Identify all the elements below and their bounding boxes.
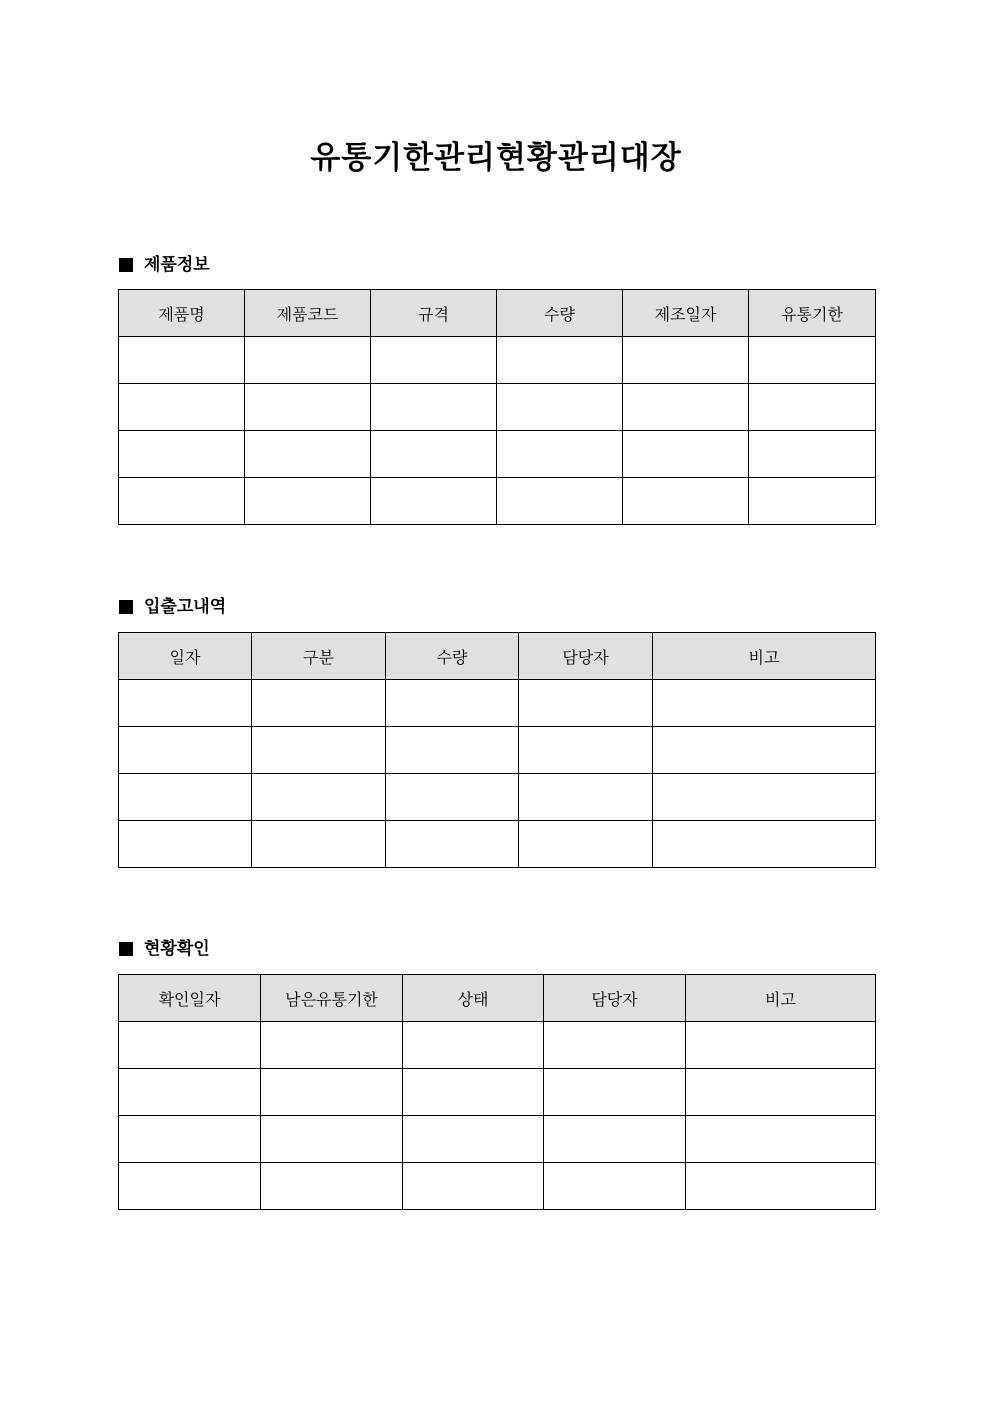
column-header: 규격 bbox=[371, 290, 497, 337]
table-cell[interactable] bbox=[653, 774, 876, 821]
table-cell[interactable] bbox=[252, 727, 386, 774]
table-cell[interactable] bbox=[749, 478, 876, 525]
table-row bbox=[119, 337, 876, 384]
table-cell[interactable] bbox=[261, 1116, 403, 1163]
square-bullet-icon bbox=[119, 600, 133, 614]
column-header: 담당자 bbox=[544, 975, 686, 1022]
table-row bbox=[119, 680, 876, 727]
inout-history-table bbox=[118, 632, 876, 868]
table-cell[interactable] bbox=[749, 384, 876, 431]
square-bullet-icon bbox=[119, 258, 133, 272]
table-cell[interactable] bbox=[371, 431, 497, 478]
table-cell[interactable] bbox=[119, 384, 245, 431]
table-cell[interactable] bbox=[261, 1069, 403, 1116]
table-cell[interactable] bbox=[245, 337, 371, 384]
table-cell[interactable] bbox=[749, 431, 876, 478]
table-cell[interactable] bbox=[623, 384, 749, 431]
section-heading-inout-history bbox=[119, 594, 226, 620]
column-header: 수량 bbox=[497, 290, 623, 337]
table-cell[interactable] bbox=[119, 1163, 261, 1210]
section-heading-label: 제품정보 bbox=[144, 255, 210, 275]
table-cell[interactable] bbox=[519, 774, 653, 821]
table-row bbox=[119, 1022, 876, 1069]
table-cell[interactable] bbox=[623, 337, 749, 384]
column-header: 일자 bbox=[119, 633, 252, 680]
table-cell[interactable] bbox=[371, 478, 497, 525]
table-cell[interactable] bbox=[403, 1069, 544, 1116]
table-cell[interactable] bbox=[261, 1163, 403, 1210]
table-cell[interactable] bbox=[119, 680, 252, 727]
table-cell[interactable] bbox=[245, 431, 371, 478]
table-cell[interactable] bbox=[245, 384, 371, 431]
table-cell[interactable] bbox=[519, 821, 653, 868]
square-bullet-icon bbox=[119, 942, 133, 956]
table-cell[interactable] bbox=[386, 821, 519, 868]
table-cell[interactable] bbox=[686, 1163, 876, 1210]
column-header: 제품코드 bbox=[245, 290, 371, 337]
column-header: 구분 bbox=[252, 633, 386, 680]
column-header: 상태 bbox=[403, 975, 544, 1022]
table-row bbox=[119, 821, 876, 868]
table-header-row bbox=[119, 290, 876, 337]
table-row bbox=[119, 1069, 876, 1116]
table-cell[interactable] bbox=[497, 384, 623, 431]
table-row bbox=[119, 431, 876, 478]
column-header: 남은유통기한 bbox=[261, 975, 403, 1022]
table-cell[interactable] bbox=[252, 821, 386, 868]
table-cell[interactable] bbox=[386, 727, 519, 774]
table-cell[interactable] bbox=[519, 680, 653, 727]
table-header-row bbox=[119, 975, 876, 1022]
section-heading-status-check bbox=[119, 936, 210, 962]
table-cell[interactable] bbox=[403, 1022, 544, 1069]
table-cell[interactable] bbox=[252, 680, 386, 727]
table-cell[interactable] bbox=[119, 1022, 261, 1069]
table-cell[interactable] bbox=[497, 478, 623, 525]
table-cell[interactable] bbox=[653, 821, 876, 868]
table-row bbox=[119, 1116, 876, 1163]
table-cell[interactable] bbox=[119, 821, 252, 868]
table-cell[interactable] bbox=[386, 680, 519, 727]
table-cell[interactable] bbox=[497, 337, 623, 384]
column-header: 제품명 bbox=[119, 290, 245, 337]
table-cell[interactable] bbox=[653, 680, 876, 727]
table-cell[interactable] bbox=[119, 1116, 261, 1163]
table-cell[interactable] bbox=[119, 774, 252, 821]
table-row bbox=[119, 478, 876, 525]
table-cell[interactable] bbox=[119, 727, 252, 774]
section-heading-label: 현황확인 bbox=[144, 939, 210, 959]
table-row bbox=[119, 384, 876, 431]
table-header-row bbox=[119, 633, 876, 680]
column-header: 수량 bbox=[386, 633, 519, 680]
column-header: 확인일자 bbox=[119, 975, 261, 1022]
table-cell[interactable] bbox=[544, 1163, 686, 1210]
table-cell[interactable] bbox=[519, 727, 653, 774]
table-cell[interactable] bbox=[119, 478, 245, 525]
table-cell[interactable] bbox=[544, 1069, 686, 1116]
column-header: 제조일자 bbox=[623, 290, 749, 337]
table-cell[interactable] bbox=[245, 478, 371, 525]
section-heading-label: 입출고내역 bbox=[144, 597, 227, 617]
section-heading-product-info bbox=[119, 252, 210, 278]
status-check-table bbox=[118, 974, 876, 1210]
table-cell[interactable] bbox=[119, 431, 245, 478]
table-cell[interactable] bbox=[686, 1116, 876, 1163]
table-cell[interactable] bbox=[686, 1022, 876, 1069]
table-cell[interactable] bbox=[403, 1163, 544, 1210]
table-row bbox=[119, 1163, 876, 1210]
table-cell[interactable] bbox=[749, 337, 876, 384]
table-cell[interactable] bbox=[371, 337, 497, 384]
table-row bbox=[119, 727, 876, 774]
table-cell[interactable] bbox=[686, 1069, 876, 1116]
table-cell[interactable] bbox=[653, 727, 876, 774]
column-header: 담당자 bbox=[519, 633, 653, 680]
table-cell[interactable] bbox=[497, 431, 623, 478]
table-cell[interactable] bbox=[119, 1069, 261, 1116]
table-cell[interactable] bbox=[386, 774, 519, 821]
table-cell[interactable] bbox=[623, 431, 749, 478]
column-header: 비고 bbox=[686, 975, 876, 1022]
column-header: 유통기한 bbox=[749, 290, 876, 337]
table-row bbox=[119, 774, 876, 821]
table-cell[interactable] bbox=[403, 1116, 544, 1163]
table-cell[interactable] bbox=[544, 1116, 686, 1163]
table-cell[interactable] bbox=[623, 478, 749, 525]
product-info-table bbox=[118, 289, 876, 525]
page-title: 유통기한관리현황관리대장 bbox=[310, 140, 682, 176]
table-cell[interactable] bbox=[371, 384, 497, 431]
table-cell[interactable] bbox=[544, 1022, 686, 1069]
table-cell[interactable] bbox=[261, 1022, 403, 1069]
table-cell[interactable] bbox=[119, 337, 245, 384]
column-header: 비고 bbox=[653, 633, 876, 680]
table-cell[interactable] bbox=[252, 774, 386, 821]
